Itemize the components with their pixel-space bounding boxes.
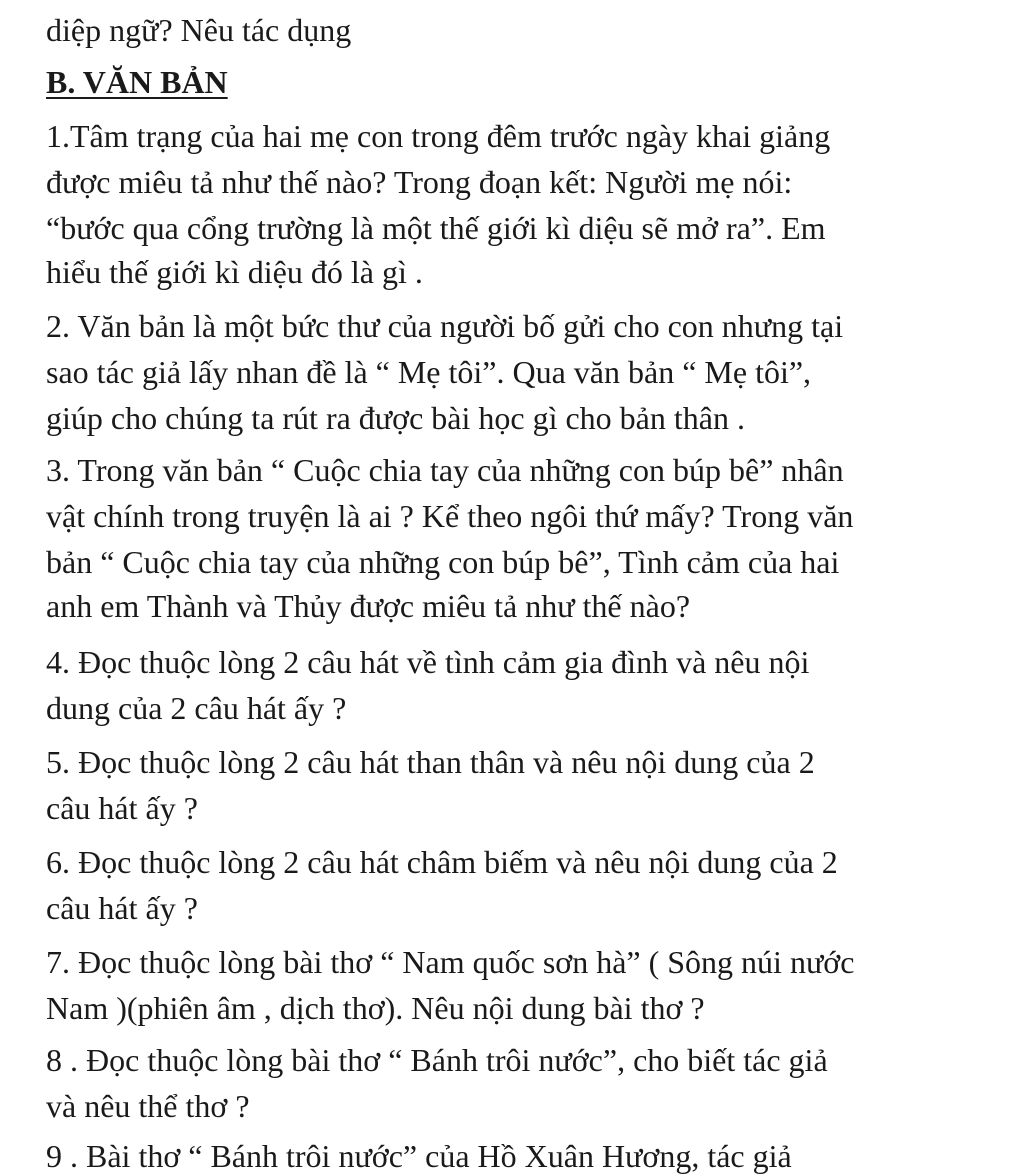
bottom-cut-line [46, 1136, 1018, 1174]
question-line: giúp cho chúng ta rút ra được bài học gì cho bản thân . [46, 400, 745, 436]
question-line: 7. Đọc thuộc lòng bài thơ “ Nam quốc sơn hà” ( Sông núi nước [46, 944, 855, 980]
question-line: và nêu thể thơ ? [46, 1088, 250, 1124]
bottom-fragment: 9 . Bài thơ “ Bánh trôi nước” của Hồ Xuân Hương, tác giả [46, 1138, 792, 1174]
question-line: 3. Trong văn bản “ Cuộc chia tay của những con búp bê” nhân [46, 452, 844, 488]
question-line: 2. Văn bản là một bức thư của người bố gửi cho con nhưng tại [46, 308, 844, 344]
question-line: 1.Tâm trạng của hai mẹ con trong đêm trước ngày khai giảng [46, 118, 831, 154]
question-line: bản “ Cuộc chia tay của những con búp bê”, Tình cảm của hai [46, 544, 840, 580]
question-line: sao tác giả lấy nhan đề là “ Mẹ tôi”. Qua văn bản “ Mẹ tôi”, [46, 354, 812, 390]
question-line: Nam )(phiên âm , dịch thơ). Nêu nội dung bài thơ ? [46, 990, 705, 1026]
question-line: 5. Đọc thuộc lòng 2 câu hát than thân và nêu nội dung của 2 [46, 744, 815, 780]
question-line: câu hát ấy ? [46, 890, 198, 926]
question-line: câu hát ấy ? [46, 790, 198, 826]
question-line: anh em Thành và Thủy được miêu tả như thế nào? [46, 588, 691, 624]
question-line: vật chính trong truyện là ai ? Kể theo ngôi thứ mấy? Trong văn [46, 498, 854, 534]
question-line: 6. Đọc thuộc lòng 2 câu hát châm biếm và nêu nội dung của 2 [46, 844, 838, 880]
top-cut-line [46, 0, 1018, 8]
question-line: “bước qua cổng trường là một thế giới kì diệu sẽ mở ra”. Em [46, 210, 826, 246]
question-line: dung của 2 câu hát ấy ? [46, 690, 347, 726]
top-fragment: diệp ngữ? Nêu tác dụng [46, 12, 352, 48]
question-line: được miêu tả như thế nào? Trong đoạn kết: Người mẹ nói: [46, 164, 793, 200]
question-line: 8 . Đọc thuộc lòng bài thơ “ Bánh trôi nước”, cho biết tác giả [46, 1042, 828, 1078]
question-line: hiểu thế giới kì diệu đó là gì . [46, 254, 423, 290]
question-line: 4. Đọc thuộc lòng 2 câu hát về tình cảm gia đình và nêu nội [46, 644, 810, 680]
section-heading: B. VĂN BẢN [46, 64, 228, 100]
